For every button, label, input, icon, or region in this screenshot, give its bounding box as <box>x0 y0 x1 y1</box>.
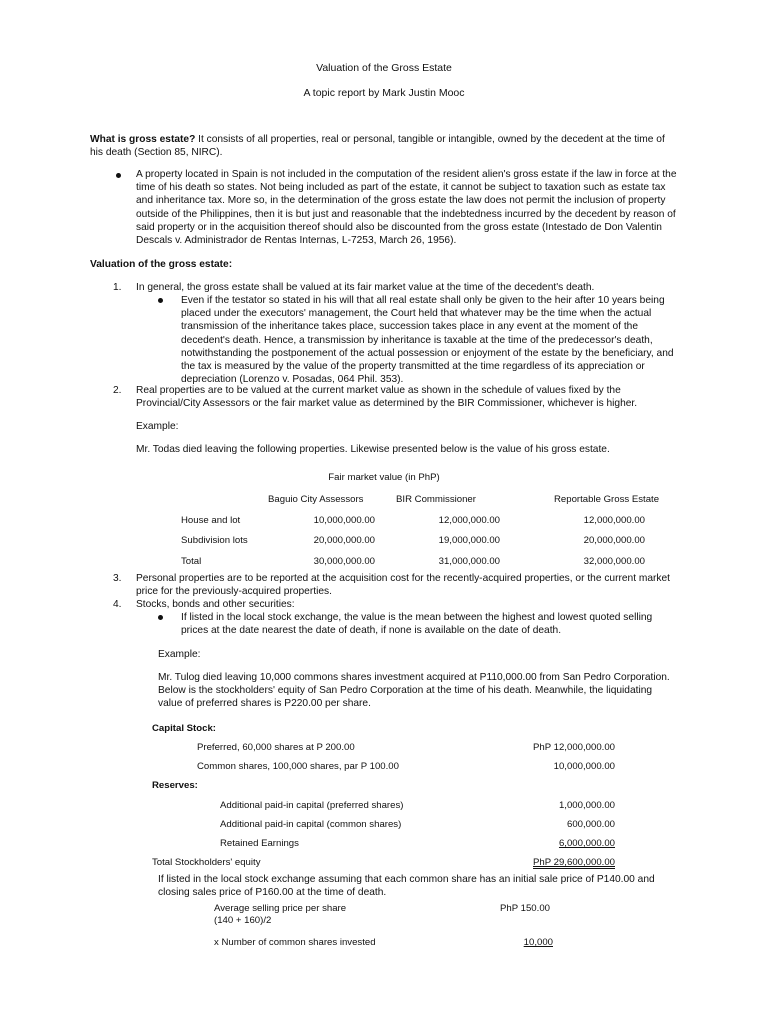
list-number: 4. <box>113 599 122 610</box>
retained-label: Retained Earnings <box>220 838 299 849</box>
listed-exchange-text: If listed in the local stock exchange assuming that each common share has an initial sale price of P140.00 and closing sales price of P160.00 at the time of death. <box>158 874 655 899</box>
bullet-icon <box>116 173 121 178</box>
list-item-text: Stocks, bonds and other securities: <box>136 599 295 610</box>
avg-price-formula: (140 + 160)/2 <box>214 915 272 926</box>
common-value: 10,000,000.00 <box>553 761 615 772</box>
reserves-label: Reserves: <box>152 780 198 791</box>
table-cell: 32,000,000.00 <box>583 556 645 567</box>
list-item-text: In general, the gross estate shall be valued at its fair market value at the time of the decedent's death. <box>136 282 595 293</box>
table-header: Reportable Gross Estate <box>554 494 660 505</box>
document-title: Valuation of the Gross Estate <box>316 62 452 74</box>
valuation-heading: Valuation of the gross estate: <box>90 259 233 270</box>
preferred-label: Preferred, 60,000 shares at P 200.00 <box>197 742 355 753</box>
intro-label: What is gross estate? <box>90 134 196 145</box>
total-equity-label: Total Stockholders' equity <box>152 857 261 868</box>
avg-price-label: Average selling price per share <box>214 903 347 914</box>
table-row-label: Total <box>181 556 202 567</box>
intro-paragraph <box>90 133 680 159</box>
table-cell: 19,000,000.00 <box>438 535 500 546</box>
example2-label: Example: <box>158 649 201 660</box>
intro-text: It consists of all properties, real or personal, tangible or intangible, owned by the decedent at the time of his death (Section 85, NIRC). <box>90 134 665 159</box>
fmv-table-caption: Fair market value (in PhP) <box>328 472 440 483</box>
retained-value: 6,000,000.00 <box>558 838 615 849</box>
list-number: 2. <box>113 385 122 396</box>
example-text: Mr. Todas died leaving the following properties. Likewise presented below is the value of his gross estate. <box>136 444 610 455</box>
table-cell: 20,000,000.00 <box>313 535 375 546</box>
list-item-text: Real properties are to be valued at the current market value as shown in the schedule of values fixed by the Provincial/City Assessors or the fair market value as determined by the BIR Commissioner, whichever is higher. <box>136 385 638 410</box>
capital-stock-label: Capital Stock: <box>152 723 216 734</box>
intro-bullet-text: A property located in Spain is not included in the computation of the resident alien's gross estate if the law in force at the time of his death so states. Not being included as part of the estate, it cannot be subject to taxation such as estate tax and inheritance tax. More so, in the determination of the gross estate the law does not permit the inclusion of property outside of the Philippines, then it is but just and reasonable that the indebtedness incurred by the decedent by reason of said property or in the acquisition thereof should also be discounted from the gross estate (Intestado de Don Valentin Descals v. Administrador de Rentas Internas, L-7253, March 26, 1956). <box>136 169 677 247</box>
table-header: Baguio City Assessors <box>268 494 364 505</box>
apic-common-label: Additional paid-in capital (common shares) <box>220 819 402 830</box>
apic-common-value: 600,000.00 <box>566 819 615 830</box>
shares-label: x Number of common shares invested <box>214 937 376 948</box>
table-cell: 30,000,000.00 <box>313 556 375 567</box>
table-row-label: House and lot <box>181 515 241 526</box>
total-equity-value: PhP 29,600,000.00 <box>533 857 615 868</box>
bullet-icon <box>158 615 163 620</box>
avg-price-value: PhP 150.00 <box>500 903 550 914</box>
table-header: BIR Commissioner <box>396 494 476 505</box>
table-cell: 10,000,000.00 <box>313 515 375 526</box>
table-cell: 31,000,000.00 <box>438 556 500 567</box>
table-cell: 20,000,000.00 <box>583 535 645 546</box>
apic-pref-value: 1,000,000.00 <box>558 800 615 811</box>
item4-bullet-text: If listed in the local stock exchange, the value is the mean between the highest and lowest quoted selling prices at the date nearest the date of death, if none is available on the date of death. <box>181 612 653 637</box>
list-number: 1. <box>113 282 122 293</box>
table-row-label: Subdivision lots <box>181 535 248 546</box>
preferred-value: PhP 12,000,000.00 <box>533 742 615 753</box>
apic-pref-label: Additional paid-in capital (preferred shares) <box>220 800 404 811</box>
common-label: Common shares, 100,000 shares, par P 100.00 <box>197 761 399 772</box>
example2-text: Mr. Tulog died leaving 10,000 commons shares investment acquired at P110,000.00 from San Pedro Corporation. Below is the stockholders' equity of San Pedro Corporation at the time of his death. Meanwhile, the liquidating value of preferred shares is P220.00 per share. <box>158 672 670 710</box>
list-item-text: Personal properties are to be reported at the acquisition cost for the recently-acquired properties, or the current market price for the previously-acquired properties. <box>136 573 670 598</box>
document-subtitle: A topic report by Mark Justin Mooc <box>303 87 465 99</box>
table-cell: 12,000,000.00 <box>438 515 500 526</box>
list-number: 3. <box>113 573 122 584</box>
shares-value: 10,000 <box>523 937 553 948</box>
table-cell: 12,000,000.00 <box>583 515 645 526</box>
item1-bullet-text: Even if the testator so stated in his will that all real estate shall only be given to the heir after 10 years being placed under the executors' management, the Court held that whatever may be the time when the actual transmission of the inheritance takes place, succession takes place in any event at the moment of the decedent's death. Hence, a transmission by inheritance is taxable at the time of the predecessor's death, notwithstanding the postponement of the actual possession or enjoyment of the estate by the beneficiary, and the tax is measured by the value of the property transmitted at the time regardless of its appreciation or depreciation (Lorenzo v. Posadas, 064 Phil. 353). <box>181 295 674 386</box>
example-label: Example: <box>136 421 179 432</box>
bullet-icon <box>158 298 163 303</box>
